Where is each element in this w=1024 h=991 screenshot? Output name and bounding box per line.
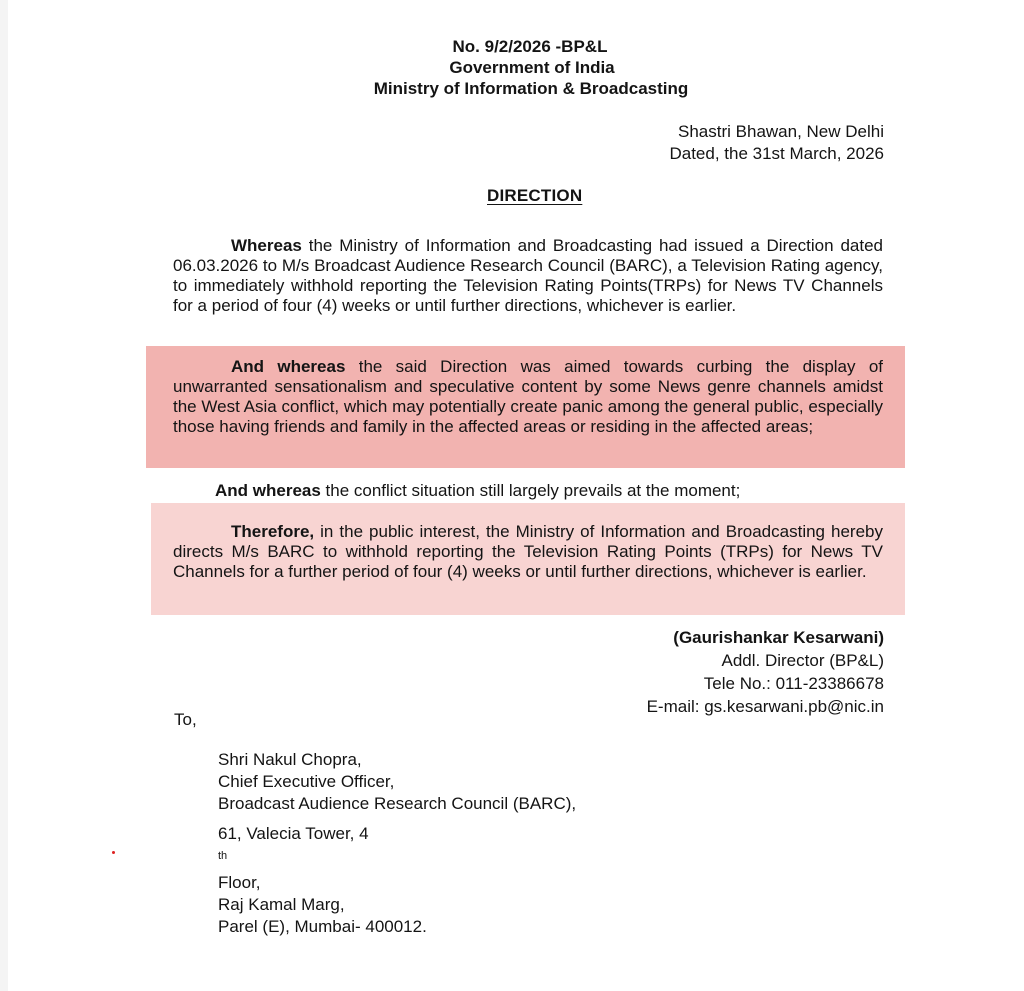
recipient-address bbox=[218, 749, 576, 938]
paragraph-lead: Whereas bbox=[231, 236, 302, 255]
recipient-organisation: Broadcast Audience Research Council (BARC), bbox=[218, 794, 577, 813]
signatory-designation: Addl. Director (BP&L) bbox=[721, 651, 884, 670]
signature-block bbox=[647, 626, 884, 718]
document-title: DIRECTION bbox=[487, 186, 583, 205]
recipient-name: Shri Nakul Chopra, bbox=[218, 750, 362, 769]
signatory-name: (Gaurishankar Kesarwani) bbox=[673, 628, 884, 647]
letter-header bbox=[0, 36, 1024, 99]
ink-speck bbox=[112, 851, 115, 854]
recipient-title: Chief Executive Officer, bbox=[218, 772, 395, 791]
file-number: No. 9/2/2026 -BP&L bbox=[452, 37, 608, 56]
paragraph-lead: Therefore, bbox=[231, 522, 315, 541]
paragraph-and-whereas-2 bbox=[215, 481, 885, 501]
paragraph-whereas bbox=[173, 236, 883, 316]
paragraph-text: the Ministry of Information and Broadcasting had issued a Direction dated 06.03.2026 to M/s Broadcast Audience Research Council (BARC), a Television Rating agency, to immediately withhold reporting the Television Rating Points(TRPs) for News TV Channels for a period of four (4) weeks or until further directions, whichever is earlier. bbox=[173, 236, 883, 315]
address-line-1 bbox=[218, 823, 576, 894]
signatory-email: E-mail: gs.kesarwani.pb@nic.in bbox=[646, 697, 884, 716]
to-label: To, bbox=[174, 710, 197, 729]
government-line: Government of India bbox=[449, 58, 615, 77]
paragraph-and-whereas-1 bbox=[173, 357, 883, 437]
paragraph-text: the conflict situation still largely prevails at the moment; bbox=[320, 481, 741, 500]
paragraph-lead: And whereas bbox=[215, 481, 321, 500]
paragraph-text: in the public interest, the Ministry of Information and Broadcasting hereby directs M/s BARC to withhold reporting the Television Rating Points (TRPs) for News TV Channels for a further period of four (4) weeks or until further directions, whichever is earlier. bbox=[173, 522, 883, 581]
address-line-1-main: 61, Valecia Tower, 4 bbox=[218, 824, 369, 843]
address-gap bbox=[218, 815, 576, 823]
signatory-phone: Tele No.: 011-23386678 bbox=[703, 674, 884, 693]
place: Shastri Bhawan, New Delhi bbox=[678, 122, 884, 141]
ministry-line: Ministry of Information & Broadcasting bbox=[373, 79, 689, 98]
paragraph-lead: And whereas bbox=[231, 357, 346, 376]
place-date-block bbox=[669, 121, 884, 165]
paragraph-text: the said Direction was aimed towards curbing the display of unwarranted sensationalism and speculative content by some News genre channels amidst the West Asia conflict, which may potentially create panic among the general public, especially those having friends and family in the affected areas or residing in the affected areas; bbox=[173, 357, 883, 436]
address-line-2: Raj Kamal Marg, bbox=[218, 894, 345, 914]
date: Dated, the 31st March, 2026 bbox=[669, 144, 884, 163]
address-line-3: Parel (E), Mumbai- 400012. bbox=[218, 916, 427, 936]
paragraph-therefore bbox=[173, 522, 883, 582]
ordinal-suffix: th bbox=[218, 850, 228, 862]
address-line-1-end: Floor, bbox=[218, 872, 261, 892]
page-edge bbox=[0, 0, 8, 991]
